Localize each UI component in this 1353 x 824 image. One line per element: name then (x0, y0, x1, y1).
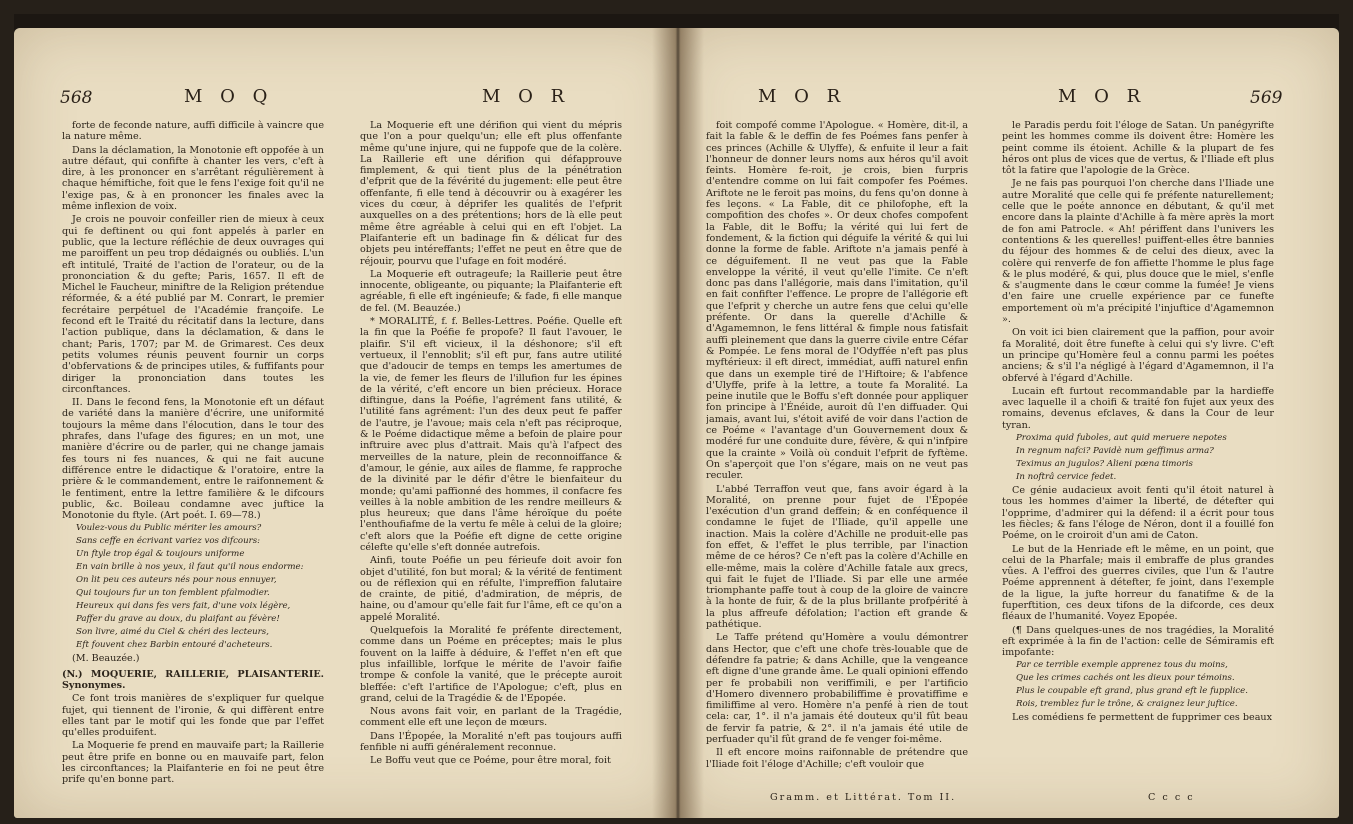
verse-line: Voulez-vous du Public mériter les amours? (76, 523, 262, 534)
signature-mark: Gramm. et Littérat. Tom II. (770, 792, 957, 803)
verse-line: Par ce terrible exemple apprenez tous du moins, (1016, 660, 1228, 671)
verse-line: In regnum nafci? Pavidè num geffimus arma? (1016, 446, 1214, 457)
paragraph: La Moquerie eft une dérifion qui vient du mépris que l'on a pour quelqu'un; elle eft plus offenfante même qu'une injure, qui ne fuppofe que de la colère. La Raillerie eft une dérifion qui défapprouve fimplement, & qui tient plus de la pénétration d'efprit que de la févérité du jugement: elle peut être offenfante, fi elle tend à découvrir ou à exagérer les vices du cœur, à déprifer les qualités de l'efprit auxquelles on a des prétentions; hors de là elle peut même être agréable à celui qui en eft l'objet. La Plaifanterie eft un badinage fin & délicat fur des objets peu intéreffants; l'effet ne peut en être que de réjouir, pourvu que l'ufage en foit modéré. (360, 120, 622, 267)
paragraph: Ce génie audacieux avoit fenti qu'il étoit naturel à tous les hommes d'aimer la liberté, de détefter qui l'opprime, d'admirer qui la défend: il a écrit pour tous les fiècles; & fans l'éloge de Néron, dont il a fouillé fon Poéme, on le croiroit d'un ami de Caton. (1002, 485, 1274, 542)
paragraph: La Moquerie fe prend en mauvaife part; la Raillerie peut être prife en bonne ou en mauvaife part, felon les circonftances; la Plaifanterie en foi ne peut être prife qu'en bonne part. (62, 740, 324, 786)
verse-line: Qui toujours fur un ton femblent pfalmodier. (76, 588, 270, 599)
left-page (14, 28, 678, 818)
paragraph: * MORALITÉ, f. f. Belles-Lettres. Poéfie. Quelle eft la fin que la Poéfie fe propofe? Il faut l'avouer, le plaifir. S'il eft vicieux, il la déshonore; s'il eft vertueux, il l'ennoblit; s'il eft pur, fans autre utilité que d'adoucir de temps en temps les amertumes de la vie, de femer les fleurs de l'illufion fur les épines de la vérité, c'eft encore un bien précieux. Horace diftingue, dans la Poéfie, l'agrément fans utilité, & l'utilité fans agrément: l'un des deux peut fe paffer de l'autre, je l'avoue; mais cela n'eft pas réciproque, & le Poéme didactique même a befoin de plaire pour inftruire avec plus d'attrait. Mais qu'à l'afpect des merveilles de la nature, plein de reconnoiffance & d'amour, le génie, aux ailes de flamme, fe rapproche de la divinité par le défir d'être le bienfaiteur du monde; qu'ami paffionné des hommes, il confacre fes veilles à la noble ambition de les rendre meilleurs & plus heureux; que dans l'âme héroïque du poéte l'enthoufiafme de la vertu fe mêle à celui de la gloire; c'eft alors que la Poéfie eft digne de cette origine célefte qu'elle s'eft donnée autrefois. (360, 316, 622, 553)
paragraph: Je ne fais pas pourquoi l'on cherche dans l'Iliade une autre Moralité que celle qui fe préfente naturellement; celle que le poéte annonce en débutant, & qu'il met encore dans la plainte d'Achille à fa mère après la mort de fon ami Patrocle. « Ah! périffent dans l'univers les contentions & les querelles! puiffent-elles être bannies du féjour des hommes & de celui des dieux, avec la colère qui renverfe de fon affiette l'homme le plus fage & le plus modéré, & qui, plus douce que le miel, s'enfle & s'augmente dans le cœur comme la fumée! Je viens d'en faire une cruelle expérience par ce funefte emportement où m'a précipité l'injuftice d'Agamemnon ». (1002, 178, 1274, 326)
verse-line: Heureux qui dans fes vers fait, d'une voix légère, (76, 601, 291, 612)
paragraph: La Moquerie eft outrageufe; la Raillerie peut être innocente, obligeante, ou piquante; la Plaifanterie eft agréable, fi elle eft ingénieufe; & fade, fi elle manque de fel. (M. Beauzée.) (360, 268, 622, 314)
verse-line: In noftrâ cervice fedet. (1016, 472, 1117, 483)
verse-line: En vain brille à nos yeux, il faut qu'il nous endorme: (76, 562, 304, 573)
paragraph: Nous avons fait voir, en parlant de la Tragédie, comment elle eft une leçon de mœurs. (360, 706, 622, 729)
verse-line: Paffer du grave au doux, du plaifant au févère! (76, 614, 280, 625)
right-column-1 (706, 120, 968, 810)
verse-line: Un ftyle trop égal & toujours uniforme (76, 549, 245, 560)
paragraph: Les comédiens fe permettent de fupprimer ces beaux (1012, 712, 1273, 724)
verse-line: Eft fouvent chez Barbin entouré d'acheteurs. (76, 640, 273, 651)
verse-line: Que les crimes cachés ont les dieux pour témoins. (1016, 673, 1235, 684)
verse-line: Plus le coupable eft grand, plus grand eft le fupplice. (1016, 686, 1248, 697)
paragraph: le Paradis perdu foit l'éloge de Satan. Un panégyrifte peint les hommes comme ils doivent être: Homère les peint comme ils étoient. Achille & la plupart de fes héros ont plus de vices que de vertus, & l'Iliade eft plus tôt la fatire que l'apologie de la Grèce. (1002, 120, 1274, 177)
paragraph: Il eft encore moins raifonnable de prétendre que l'Iliade foit l'éloge d'Achille; c'eft vouloir que (706, 747, 968, 770)
paragraph: Quelquefois la Moralité fe préfente directement, comme dans un Poéme en préceptes; mais le plus fouvent on la laiffe à déduire, & l'effet n'en eft que plus infaillible, lorfque le mérite de l'avoir faifie trompe & confole la vanité, que le précepte auroit bleffée: c'eft l'artifice de l'Apologue; c'eft, plus en grand, celui de la Tragédie & de l'Epopée. (360, 625, 622, 704)
paragraph: Le Boffu veut que ce Poéme, pour être moral, foit (370, 755, 611, 767)
paragraph: Dans la déclamation, la Monotonie eft oppofée à un autre défaut, qui confifte à chanter les vers, c'eft à dire, à les prononcer en s'arrêtant régulièrement à chaque hémiftiche, foit que le fens l'exige foit qu'il ne l'exige pas, & à en prononcer les finales avec la même inflexion de voix. (62, 144, 324, 213)
paragraph: Dans l'Épopée, la Moralité n'eft pas toujours auffi fenfible ni auffi généralement reconnue. (360, 730, 622, 754)
book-spread (14, 14, 1339, 818)
paragraph: On voit ici bien clairement que la paffion, pour avoir fa Moralité, doit être funefte à celui qui s'y livre. C'eft un principe qu'Homère feul a connu parmi les poétes anciens; & s'il l'a négligé à l'égard d'Agamemnon, il l'a obfervé à l'égard d'Achille. (1002, 327, 1274, 384)
right-header-left: M O R (758, 86, 847, 107)
paragraph: Ce font trois manières de s'expliquer fur quelque fujet, qui tiennent de l'ironie, & qui diffèrent entre elles tant par le motif qui les fonde que par l'effet qu'elles produifent. (62, 693, 324, 739)
paragraph: Ainfi, toute Poéfie un peu férieufe doit avoir fon objet d'utilité, fon but moral; & la vérité de fentiment ou de réflexion qui en réfulte, l'impreffion falutaire de crainte, de pitié, d'admiration, de mépris, de haine, ou d'amour qu'elle fait fur l'âme, eft ce qu'on a appelé Moralité. (360, 555, 622, 623)
paragraph: foit compofé comme l'Apologue. « Homère, dit-il, a fait la fable & le deffin de fes Poémes fans penfer à ces princes (Achille & Ulyffe), & enfuite il leur a fait l'honneur de donner leurs noms aux héros qu'il avoit feints. Homère fe-roit, je crois, bien furpris d'entendre comme on lui fait compofer fes Poémes. Ariftote ne le feroit pas moins, du fens qu'on donne à fes leçons. « La Fable, dit ce philofophe, eft la compofition des chofes ». Or deux chofes compofent la Fable, dit le Boffu; la vérité qui lui fert de fondement, & la fiction qui déguife la vérité & qui lui donne la forme de fable. Ariftote n'a jamais penfé à ce déguifement. Il ne veut pas que la Fable enveloppe la vérité, il veut qu'elle l'imite. Ce n'eft donc pas dans l'allégorie, mais dans l'imitation, qu'il en fait confifter l'effence. Le propre de l'allégorie eft que l'efprit y cherche un autre fens que celui qu'elle préfente. Or dans la querelle d'Achille & d'Agamemnon, le fens littéral & fimple nous fatisfait auffi pleinement que dans la guerre civile entre Céfar & Pompée. Le fens moral de l'Odyffée n'eft pas plus myftérieux: il eft direct, immédiat, auffi naturel enfin que dans un exemple tiré de l'Hiftoire; & l'abfence d'Ulyffe, prife à la lettre, a toute fa Moralité. La peine inutile que le Boffu s'eft donnée pour appliquer fon principe à l'Énéide, auroit dû l'en diffuader. Qui jamais, avant lui, s'étoit avifé de voir dans l'action de ce Poéme « l'avantage d'un Gouvernement doux & modéré fur une conduite dure, févère, & qui n'infpire que la crainte » Voilà où conduit l'efprit de fyftème. On s'aperçoit que l'on s'égare, mais on ne veut pas reculer. (706, 120, 968, 482)
left-column-1 (62, 120, 324, 810)
verse-line: Rois, tremblez fur le trône, & craignez leur juftice. (1016, 699, 1238, 710)
paragraph: Le but de la Henriade eft le même, en un point, que celui de la Pharfale; mais il embraffe de plus grandes vûes. A l'effroi des guerres civiles, que l'un & l'autre Poéme apprennent à détefter, fe joint, dans l'exemple de la ligue, la jufte horreur du fanatifme & de la fuperftition, ces deux tifons de la difcorde, ces deux fléaux de l'humanité. Voyez Epopée. (1002, 543, 1274, 623)
right-column-2 (1002, 120, 1274, 810)
left-page-number: 568 (60, 88, 93, 108)
paragraph: Lucain eft furtout recommandable par la hardieffe avec laquelle il a choifi & traité fon fujet aux yeux des romains, devenus efclaves, & dans la Cour de leur tyran. (1002, 385, 1274, 431)
catchword: C c c c (1148, 792, 1195, 803)
right-header-right: M O R (1058, 86, 1147, 107)
verse-line: Proxima quid fuboles, aut quid meruere nepotes (1016, 433, 1227, 444)
paragraph: (M. Beauzée.) (72, 653, 140, 665)
left-header-right: M O R (482, 86, 571, 107)
verse-line: Sans ceffe en écrivant variez vos difcours: (76, 536, 261, 547)
paragraph: Le Taffe prétend qu'Homère a voulu démontrer dans Hector, que c'eft une chofe très-louable que de défendre fa patrie; & dans Achille, que la vengeance eft digne d'une grande âme. Le quali opinioni effendo per fe probabili non veriffimili, e per l'artificio d'Homero divennero probabiliffime è provatiffime e fimiliffime al vero. Homère n'a penfé à rien de tout cela: car, 1°. il n'a jamais été douteux qu'il fût beau de fervir fa patrie, & 2°. il n'a jamais été utile de perfuader qu'il fût grand de fe venger foi-même. (706, 632, 968, 746)
paragraph: L'abbé Terraffon veut que, fans avoir égard à la Moralité, on prenne pour fujet de l'Épopée l'exécution d'un grand deffein; & en conféquence il condamne le fujet de l'Iliade, qu'il appelle une inaction. Mais la colère d'Achille ne produit-elle pas fon effet, & l'effet le plus terrible, par l'inaction même de ce héros? Ce n'eft pas la colère d'Achille en elle-même, mais la colère d'Achille fatale aux grecs, qui fait le fujet de l'Iliade. Si par elle une armée triomphante paffe tout à coup de la gloire de vaincre à la honte de fuir, & de la plus brillante profpérité à la plus affreufe défolation; l'action eft grande & pathétique. (706, 483, 968, 631)
paragraph: II. Dans le fecond fens, la Monotonie eft un défaut de variété dans la manière d'écrire, une uniformité toujours la même dans l'élocution, dans le tour des phrafes, dans l'ufage des figures; en un mot, une manière d'écrire ou de parler, qui ne change jamais fes tours ni fes nuances, & qui ne fait aucune différence entre le didactique & l'oratoire, entre la prière & le commandement, entre le raifonnement & le fentiment, entre la lettre familière & le difcours public, &c. Boileau condamne avec juftice la Monotonie du ftyle. (Art poét. I. 69—78.) (62, 397, 324, 522)
paragraph: (¶ Dans quelques-unes de nos tragédies, la Moralité eft exprimée à la fin de l'action: celle de Sémiramis eft impofante: (1002, 624, 1274, 659)
paragraph: forte de feconde nature, auffi difficile à vaincre que la nature même. (62, 120, 324, 143)
verse-line: On lit peu ces auteurs nés pour nous ennuyer, (76, 575, 277, 586)
left-header-left: M O Q (184, 86, 274, 107)
paragraph: Je crois ne pouvoir confeiller rien de mieux à ceux qui fe deftinent ou qui font appelés à parler en public, que la lecture réfléchie de deux ouvrages qui me paroiffent un peu trop dédaignés ou oubliés. L'un eft intitulé, Traité de l'action de l'orateur, ou de la prononciation & du gefte; Paris, 1657. Il eft de Michel le Faucheur, miniftre de la Religion prétendue réformée, & a été publié par M. Conrart, le premier fecrétaire perpétuel de l'Académie françoife. Le fecond eft le Traité du récitatif dans la lecture, dans l'action publique, dans la déclamation, & dans le chant; Paris, 1707; par M. de Grimarest. Ces deux petits volumes réunis peuvent fournir un corps d'obfervations & de principes utiles, & fuffifants pour diriger la prononciation dans toutes les circonftances. (62, 214, 324, 395)
right-page-number: 569 (1250, 88, 1283, 108)
left-column-2 (360, 120, 622, 810)
verse-line: Teximus an jugulos? Alieni pœna timoris (1016, 459, 1193, 470)
entry-heading: (N.) MOQUERIE, RAILLERIE, PLAISANTERIE. Synonymes. (62, 668, 324, 691)
right-page (678, 28, 1339, 818)
verse-line: Son livre, aimé du Ciel & chéri des lecteurs, (76, 627, 269, 638)
